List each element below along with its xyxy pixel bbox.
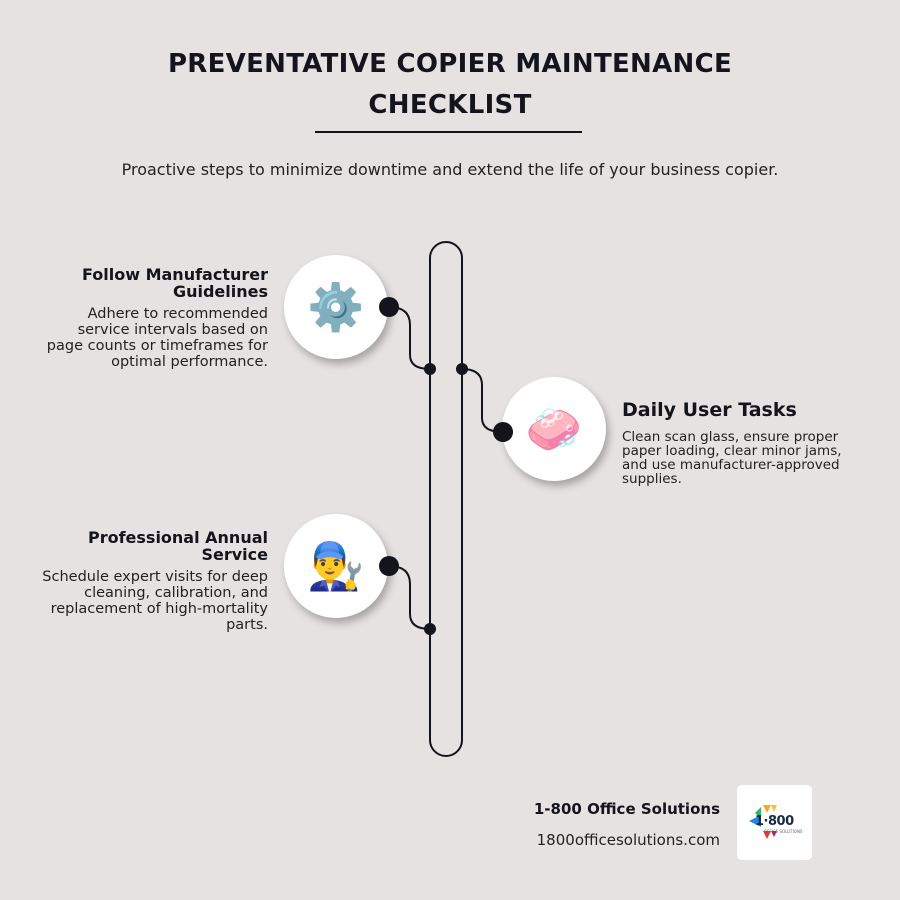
title-line-2: CHECKLIST bbox=[368, 90, 532, 120]
step-description: Clean scan glass, ensure proper paper loading, clear minor jams, and use manufacturer-approved supplies. bbox=[622, 429, 842, 487]
node-dot bbox=[379, 297, 399, 317]
company-logo bbox=[737, 785, 812, 860]
company-website[interactable]: 1800officesolutions.com bbox=[536, 831, 720, 849]
step-description: Schedule expert visits for deep cleaning, calibration, and replacement of high-mortality parts. bbox=[42, 569, 268, 633]
title-line-1: PREVENTATIVE COPIER MAINTENANCE bbox=[167, 49, 733, 79]
step-title: Daily User Tasks bbox=[622, 399, 797, 421]
logo-subtext: OFFICE SOLUTIONS bbox=[764, 829, 803, 834]
gear-icon: ⚙️ bbox=[307, 279, 365, 334]
company-name: 1-800 Office Solutions bbox=[533, 800, 720, 818]
node-dot bbox=[493, 422, 513, 442]
mechanic-icon: 👨‍🔧 bbox=[307, 538, 365, 593]
step-title-line: Guidelines bbox=[172, 282, 268, 301]
step-title-line: Professional Annual bbox=[87, 528, 268, 547]
page-subtitle: Proactive steps to minimize downtime and extend the life of your business copier. bbox=[121, 160, 779, 179]
step-description: Adhere to recommended service intervals based on page counts or timeframes for optimal performance. bbox=[46, 306, 268, 370]
step-title-line: Service bbox=[201, 545, 268, 564]
soap-icon: 🧼 bbox=[525, 401, 583, 456]
logo-text: 1·800 bbox=[755, 814, 794, 829]
node-dot bbox=[379, 556, 399, 576]
step-title-line: Follow Manufacturer bbox=[82, 265, 268, 284]
